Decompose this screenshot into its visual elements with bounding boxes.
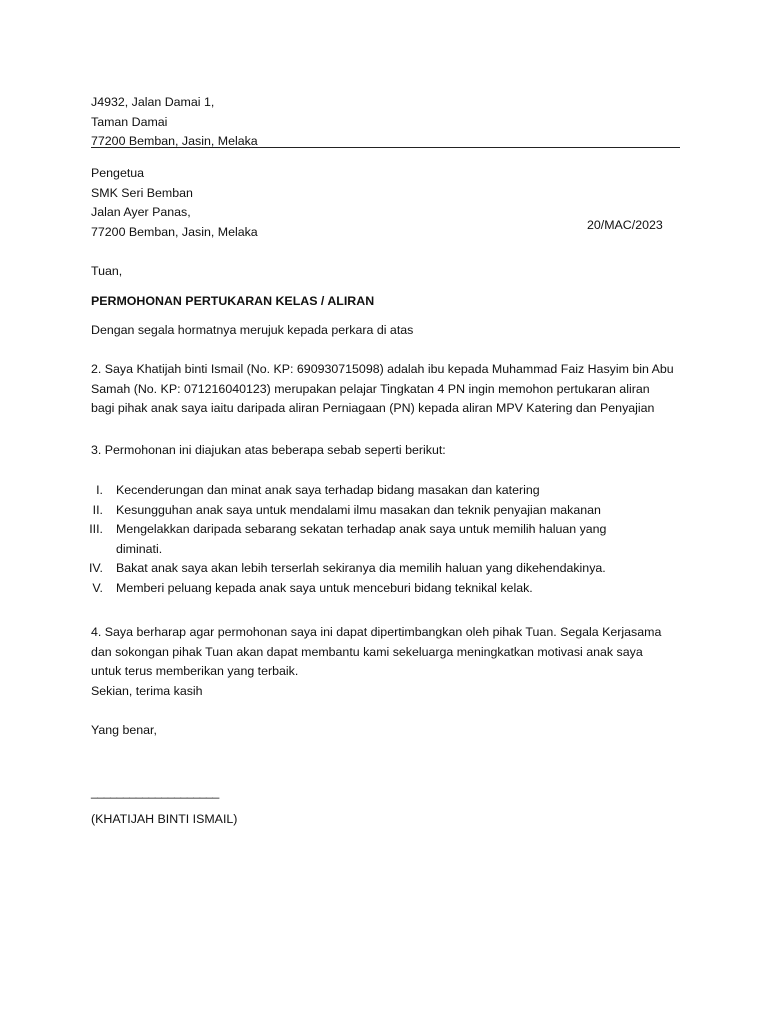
reasons-list (71, 481, 606, 598)
list-item (71, 520, 606, 559)
list-item (71, 481, 606, 501)
paragraph-2 (91, 360, 674, 419)
list-item-text: Memberi peluang kepada anak saya untuk menceburi bidang teknikal kelak. (116, 580, 533, 595)
list-item-text: Bakat anak saya akan lebih terserlah sekiranya dia memilih haluan yang dikehendakinya. (116, 561, 606, 575)
list-item-number: I. (96, 483, 103, 497)
recipient-address (91, 164, 258, 242)
sender-address (91, 93, 258, 152)
paragraph-line: 4. Saya berharap agar permohonan saya ini dapat dipertimbangkan oleh pihak Tuan. Segala Kerjasama (91, 625, 662, 639)
header-divider (91, 147, 680, 148)
paragraph-3: 3. Permohonan ini diajukan atas beberapa sebab seperti berikut: (91, 443, 446, 457)
list-item-number: V. (92, 580, 103, 595)
sender-address-line: 77200 Bemban, Jasin, Melaka (91, 134, 258, 148)
sender-address-line: J4932, Jalan Damai 1, (91, 95, 215, 109)
closing: Yang benar, (91, 723, 157, 737)
paragraph-line: untuk terus memberikan yang terbaik. (91, 664, 299, 678)
list-item-number: II. (92, 502, 103, 517)
signature-line: ____________________ (91, 785, 219, 799)
recipient-address-line: SMK Seri Bemban (91, 185, 193, 200)
sender-address-line: Taman Damai (91, 114, 168, 129)
intro-paragraph: Dengan segala hormatnya merujuk kepada perkara di atas (91, 323, 414, 337)
list-item-text: Mengelakkan daripada sebarang sekatan terhadap anak saya untuk memilih haluan yang (116, 522, 607, 536)
paragraph-line: dan sokongan pihak Tuan akan dapat membantu kami sekeluarga meningkatkan motivasi anak saya (91, 644, 643, 659)
paragraph-line: 2. Saya Khatijah binti Ismail (No. KP: 690930715098) adalah ibu kepada Muhammad Faiz Hasyim bin Abu (91, 362, 674, 376)
letter-date: 20/MAC/2023 (587, 218, 663, 232)
signatory-name: (KHATIJAH BINTI ISMAIL) (91, 812, 238, 826)
paragraph-line: Sekian, terima kasih (91, 683, 203, 698)
recipient-address-line: Jalan Ayer Panas, (91, 205, 191, 219)
salutation: Tuan, (91, 264, 123, 278)
list-item (71, 579, 606, 599)
recipient-address-line: 77200 Bemban, Jasin, Melaka (91, 224, 258, 239)
list-item-number: III. (89, 522, 103, 536)
list-item-text: Kesungguhan anak saya untuk mendalami ilmu masakan dan teknik penyajian makanan (116, 502, 601, 517)
list-item-text: diminati. (116, 541, 163, 556)
list-item-number: IV. (88, 561, 103, 575)
paragraph-line: bagi pihak anak saya iaitu daripada aliran Perniagaan (PN) kepada aliran MPV Katering dan Penyajian (91, 401, 655, 415)
letter-subject: PERMOHONAN PERTUKARAN KELAS / ALIRAN (91, 294, 375, 308)
paragraph-4 (91, 623, 661, 701)
list-item-text: Kecenderungan dan minat anak saya terhadap bidang masakan dan katering (116, 483, 540, 497)
list-item (71, 501, 606, 521)
list-item (71, 559, 606, 579)
paragraph-line: Samah (No. KP: 071216040123) merupakan pelajar Tingkatan 4 PN ingin memohon pertukaran aliran (91, 381, 650, 396)
recipient-address-line: Pengetua (91, 166, 145, 180)
